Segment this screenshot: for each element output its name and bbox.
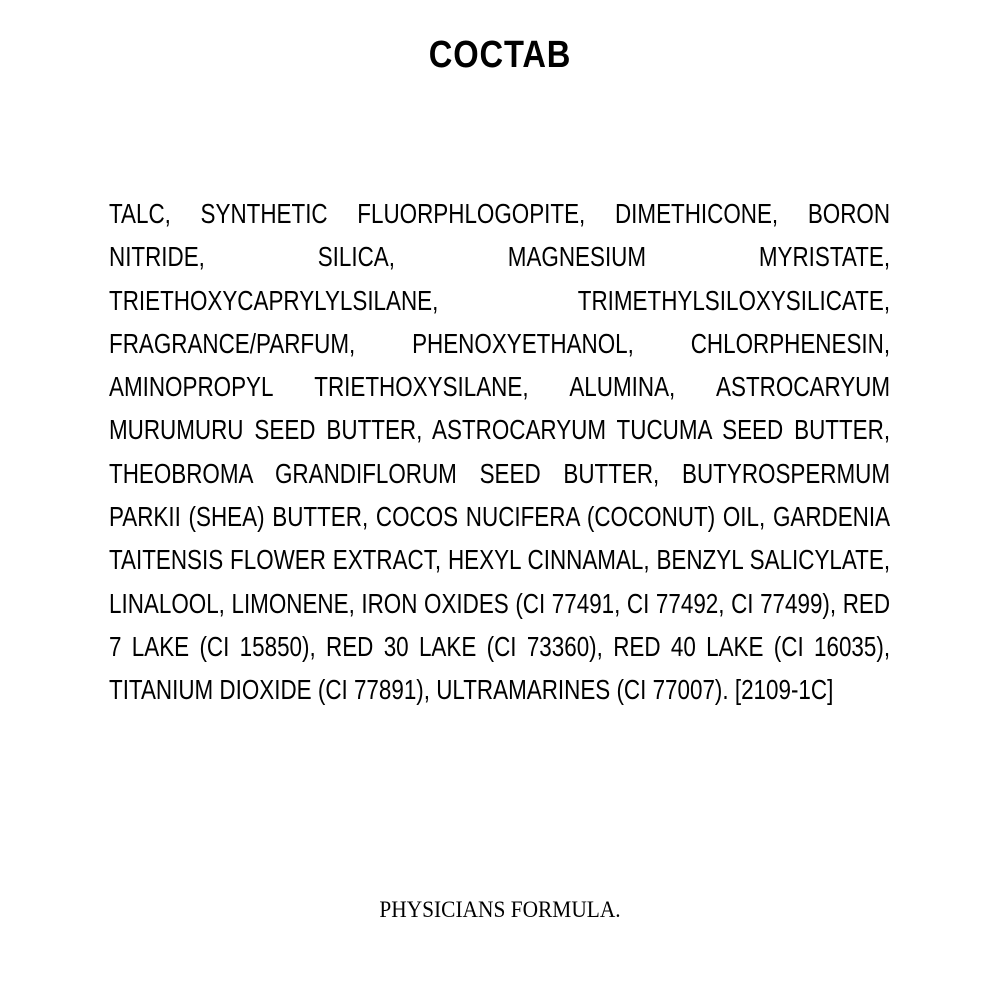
- ingredients-block: [109, 192, 890, 752]
- ingredients-list: TALC, SYNTHETIC FLUORPHLOGOPITE, DIMETHICONE, BORON NITRIDE, SILICA, MAGNESIUM MYRISTATE, TRIETHOXYCAPRYLYLSILANE, TRIMETHYLSILOXYSILICATE, FRAGRANCE/PARFUM, PHENOXYETHANOL, CHLORPHENESIN, AMINOPROPYL TRIETHOXYSILANE, ALUMINA, ASTROCARYUM MURUMURU SEED BUTTER, ASTROCARYUM TUCUMA SEED BUTTER, THEOBROMA GRANDIFLORUM SEED BUTTER, BUTYROSPERMUM PARKII (SHEA) BUTTER, COCOS NUCIFERA (COCONUT) OIL, GARDENIA TAITENSIS FLOWER EXTRACT, HEXYL CINNAMAL, BENZYL SALICYLATE, LINALOOL, LIMONENE, IRON OXIDES (CI 77491, CI 77492, CI 77499), RED 7 LAKE (CI 15850), RED 30 LAKE (CI 73360), RED 40 LAKE (CI 16035), TITANIUM DIOXIDE (CI 77891), ULTRAMARINES (CI 77007). [2109-1C]: [109, 198, 890, 706]
- page-title: COCTAB: [428, 34, 572, 76]
- brand-logo-text: PHYSICIANS FORMULA.: [379, 897, 621, 922]
